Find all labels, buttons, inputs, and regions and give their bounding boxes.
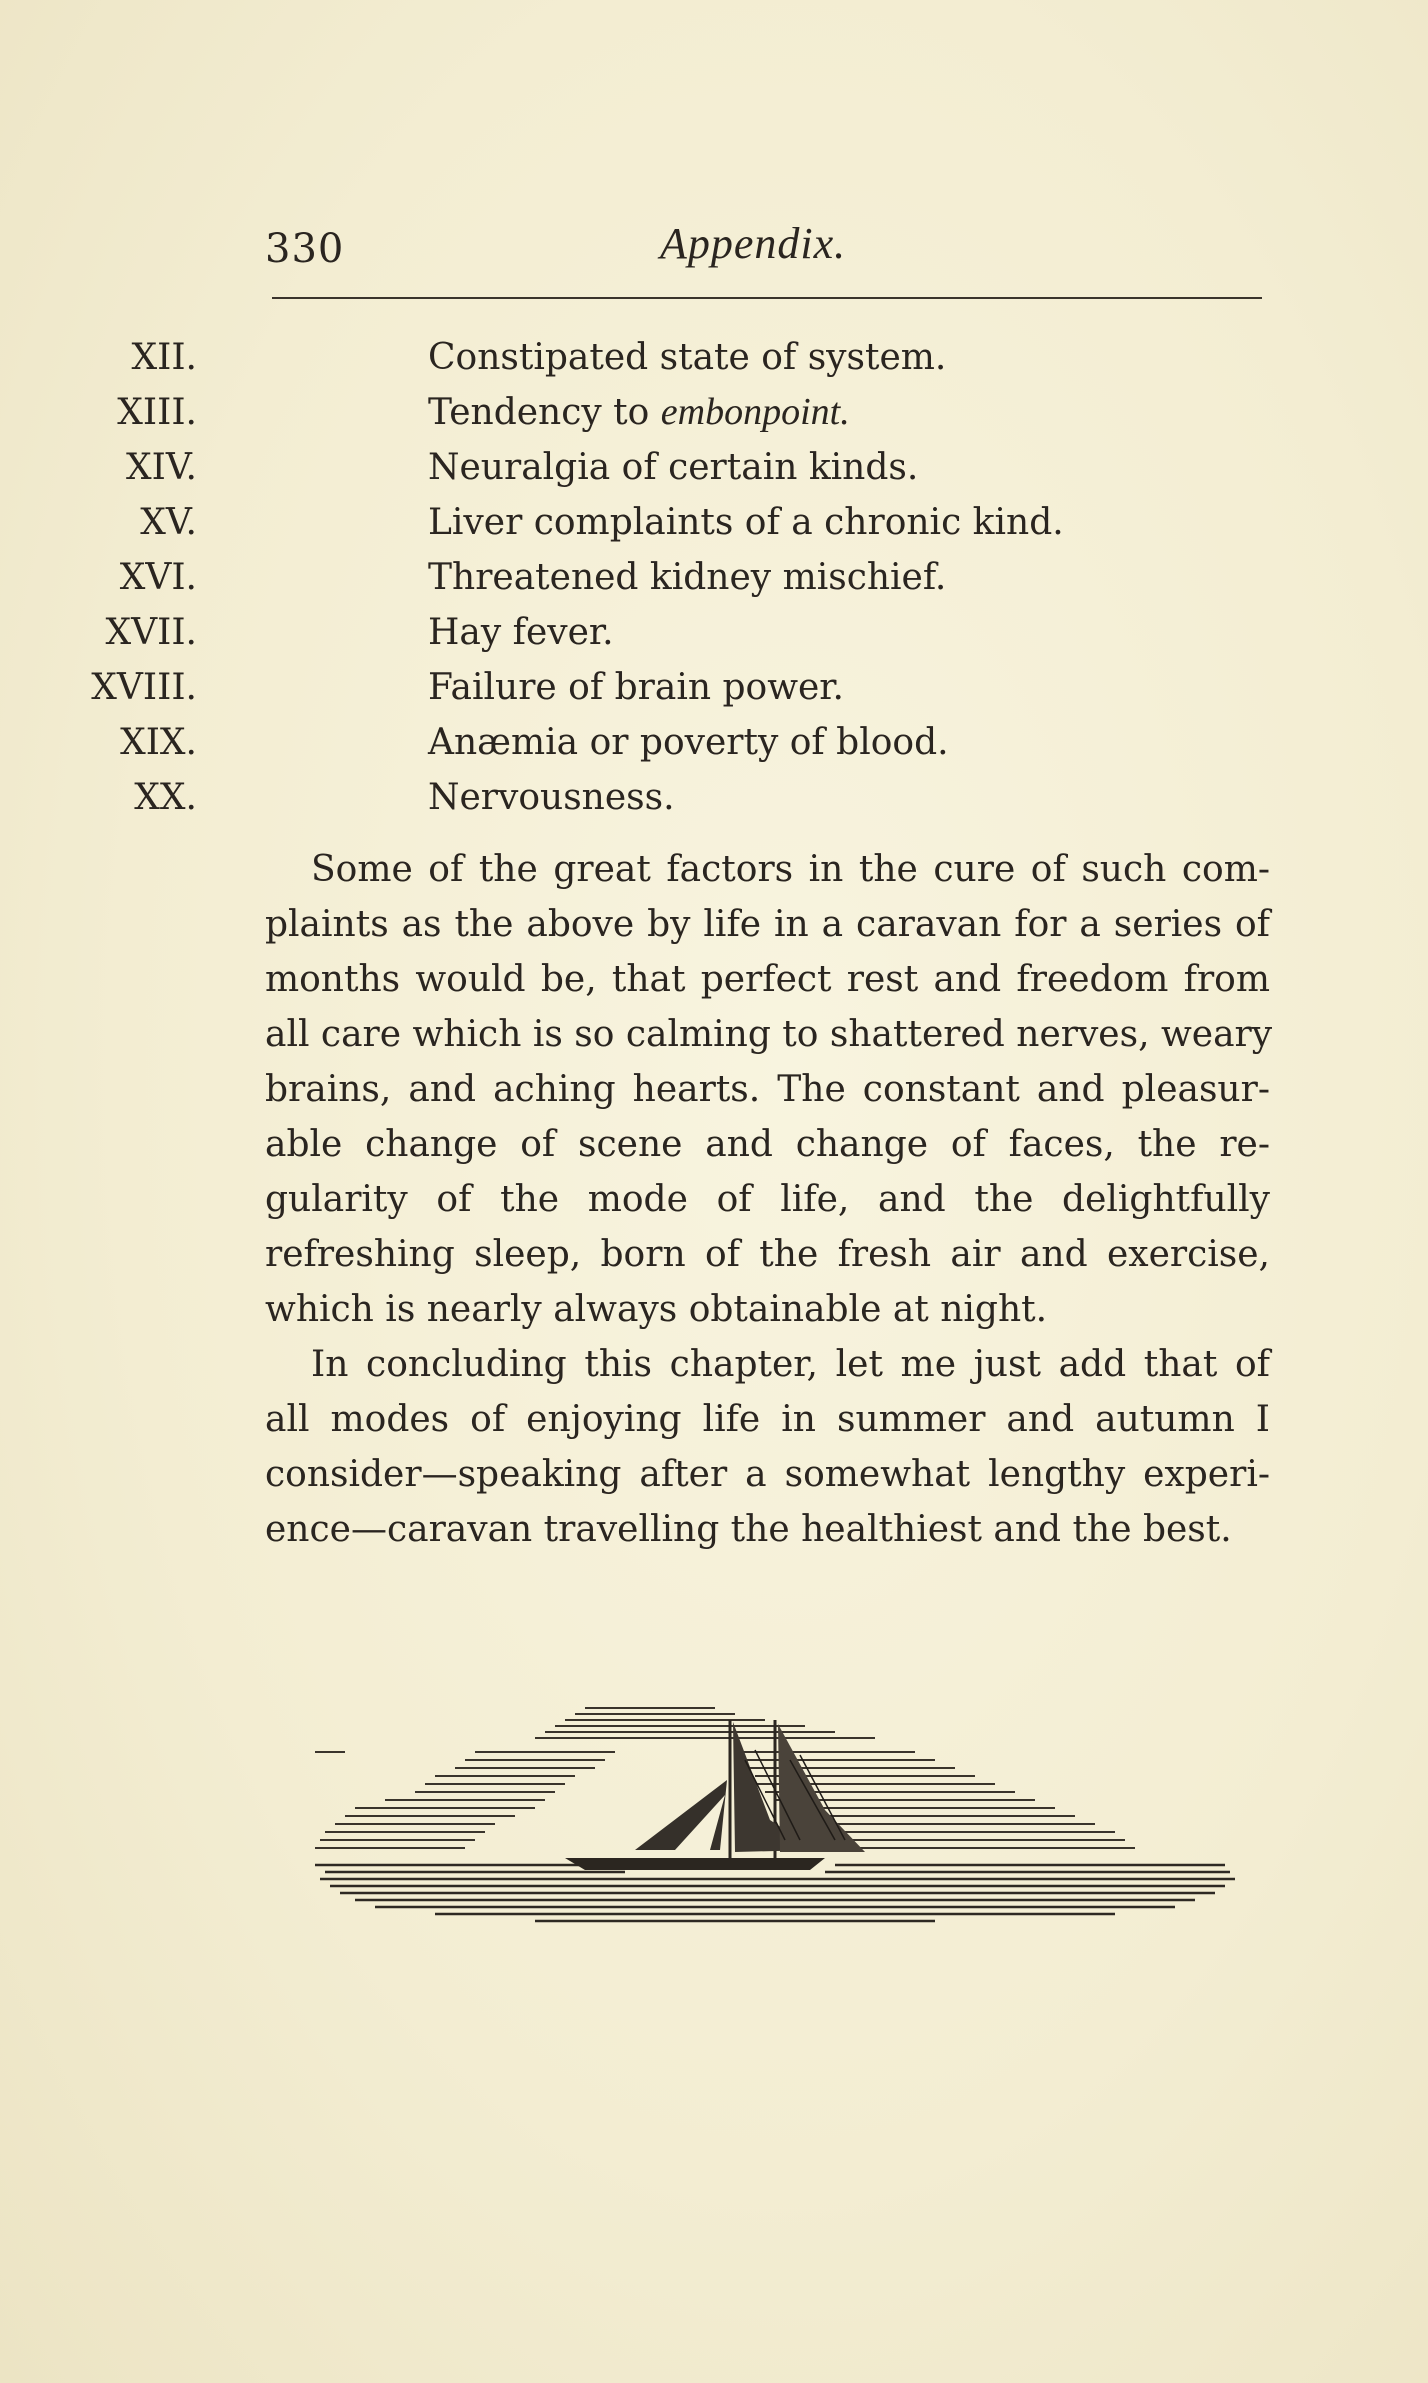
running-head [265, 218, 1260, 288]
list-text: Anæmia or poverty of blood. [428, 722, 949, 763]
text-line: plaints as the above by life in a caravan for a series of [265, 904, 1270, 945]
list-numeral: XVI. [119, 557, 197, 598]
list-text-italic: embonpoint. [660, 391, 850, 433]
ailment-list [91, 330, 1280, 825]
page-number: 330 [265, 226, 345, 272]
list-text: Neuralgia of certain kinds. [428, 447, 919, 488]
header-rule [272, 297, 1262, 299]
list-text: Hay fever. [428, 612, 614, 653]
list-item [117, 385, 1280, 440]
list-item [131, 330, 1280, 385]
text-line: Some of the great factors in the cure of such com- [311, 849, 1270, 890]
list-item [120, 715, 1280, 770]
list-item [140, 495, 1280, 550]
list-item [119, 550, 1280, 605]
text-line: able change of scene and change of faces, the re- [265, 1124, 1270, 1165]
text-line: In concluding this chapter, let me just add that of [311, 1344, 1270, 1385]
text-line: all modes of enjoying life in summer and autumn I [265, 1399, 1270, 1440]
list-item [91, 660, 1280, 715]
list-item [134, 770, 1280, 825]
body-text [265, 842, 1273, 1557]
list-item [105, 605, 1280, 660]
list-numeral: XX. [134, 777, 197, 818]
list-item [126, 440, 1280, 495]
running-title: Appendix. [660, 219, 847, 268]
list-numeral: XVIII. [91, 667, 197, 708]
list-text: Nervousness. [428, 777, 675, 818]
list-text: Threatened kidney mischief. [428, 557, 947, 598]
list-numeral: XV. [140, 502, 197, 543]
text-line: gularity of the mode of life, and the delightfully [265, 1179, 1270, 1220]
list-text: Constipated state of system. [428, 337, 947, 378]
text-line: months would be, that perfect rest and freedom from [265, 959, 1270, 1000]
list-numeral: XII. [131, 337, 197, 378]
sailing-ship-icon [315, 1700, 1235, 1970]
text-line: which is nearly always obtainable at night. [265, 1289, 1048, 1330]
paragraph-1 [265, 842, 1273, 1337]
text-line: all care which is so calming to shattered nerves, weary [265, 1014, 1273, 1055]
list-numeral: XIX. [120, 722, 197, 763]
paragraph-2 [265, 1337, 1270, 1557]
list-text: Liver complaints of a chronic kind. [428, 502, 1064, 543]
list-text-plain: Tendency to [428, 392, 661, 433]
list-numeral: XIV. [126, 447, 197, 488]
list-text: Failure of brain power. [428, 667, 845, 708]
text-line: refreshing sleep, born of the fresh air and exercise, [265, 1234, 1270, 1275]
text-line: consider—speaking after a somewhat lengthy experi- [265, 1454, 1270, 1495]
text-line: brains, and aching hearts. The constant and pleasur- [265, 1069, 1270, 1110]
list-numeral: XIII. [117, 392, 197, 433]
list-text [428, 385, 850, 440]
list-numeral: XVII. [105, 612, 197, 653]
text-line: ence—caravan travelling the healthiest and the best. [265, 1509, 1232, 1550]
